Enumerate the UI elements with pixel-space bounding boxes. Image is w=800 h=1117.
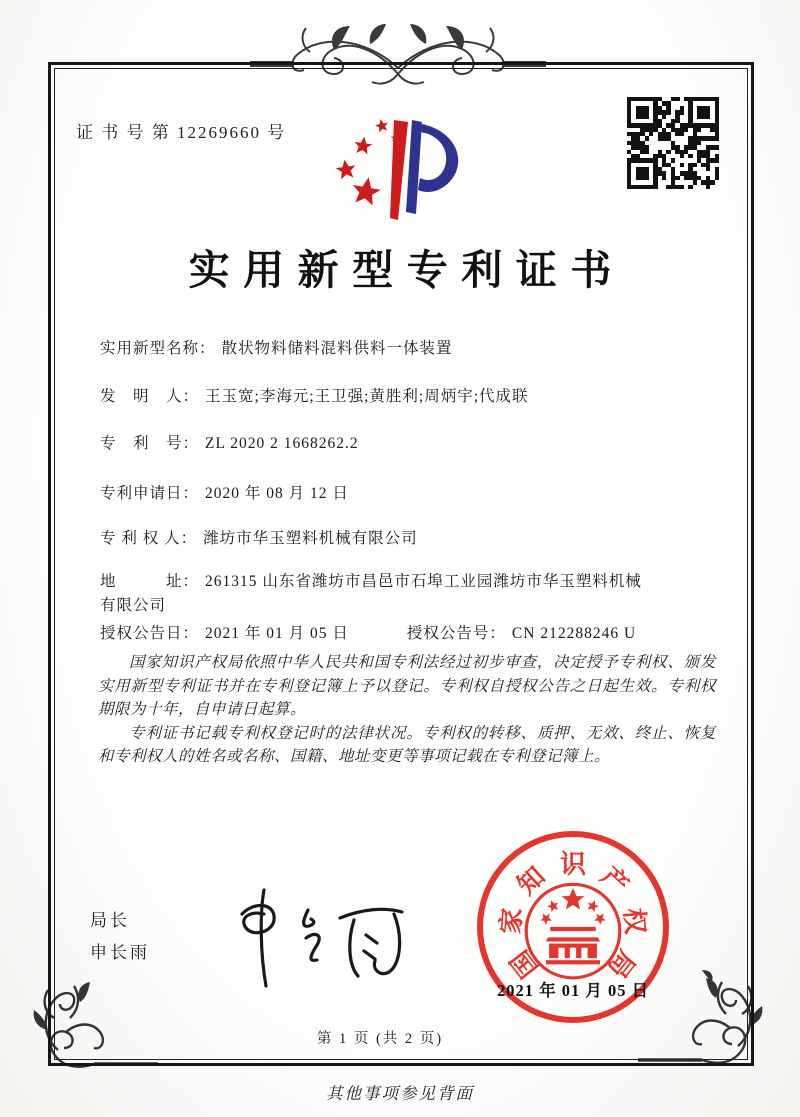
field-value: CN 212288246 U [511,625,637,642]
field-value: 261315 山东省潍坊市昌邑市石埠工业园潍坊市华玉塑料机械有限公司 [100,573,642,614]
legal-text [98,651,716,769]
director-block [90,905,150,969]
legal-paragraph-2: 专利证书记载专利权登记时的法律状况。专利权的转移、质押、无效、终止、恢复和专利权人的姓名或名称、国籍、地址变更等事项记载在专利登记簿上。 [98,724,716,765]
field-label: 发 明 人： [100,388,200,405]
official-seal: 国 家 知 识 产 权 局 [477,831,669,1023]
field-label: 实用新型名称： [100,340,216,357]
field-label: 授权公告日： [100,625,200,642]
certificate-title: 实用新型专利证书 [188,247,625,293]
field-label: 专 利 权 人： [100,530,198,547]
field-value: 2020 年 08 月 12 日 [205,485,349,502]
field-patent-number [100,431,728,453]
field-label: 地 址： [100,573,200,590]
field-address [100,570,648,618]
field-patentee [100,526,728,548]
grant-date-pair [100,621,349,643]
legal-paragraph-1: 国家知识产权局依照中华人民共和国专利法经过初步审查，决定授予专利权、颁发实用新型专利证书并在专利登记簿上予以登记。专利权自授权公告之日起生效。专利权期限为十年，自申请日起算。 [98,654,716,718]
seal-date: 2021 年 01 月 05 日 [496,981,650,1000]
field-grant-row [100,621,728,643]
qr-code [627,97,719,189]
field-value: 潍坊市华玉塑料机械有限公司 [203,530,418,547]
field-value: 王玉宽;李海元;王卫强;黄胜利;周炳宇;代成联 [205,388,529,405]
national-emblem-icon [521,877,625,981]
director-name: 申长雨 [90,943,150,962]
field-label: 专利申请日： [100,485,200,502]
field-value: ZL 2020 2 1668262.2 [205,435,359,452]
grant-number-pair [407,621,636,643]
back-note: 其他事项参见背面 [326,1084,474,1103]
field-value: 散状物料储料混料供料一体装置 [221,340,453,357]
field-inventors [100,384,728,406]
director-title: 局长 [90,911,130,930]
signature-icon [212,878,422,998]
cnipa-logo-icon [332,108,468,232]
field-label: 专 利 号： [100,435,200,452]
field-application-date [100,481,728,503]
field-utility-model-name [100,336,728,358]
field-label: 授权公告号： [406,625,506,642]
field-value: 2021 年 01 月 05 日 [205,625,349,642]
page-info: 第 1 页 (共 2 页) [316,1031,444,1047]
certificate-number: 证 书 号 第 12269660 号 [76,123,287,142]
